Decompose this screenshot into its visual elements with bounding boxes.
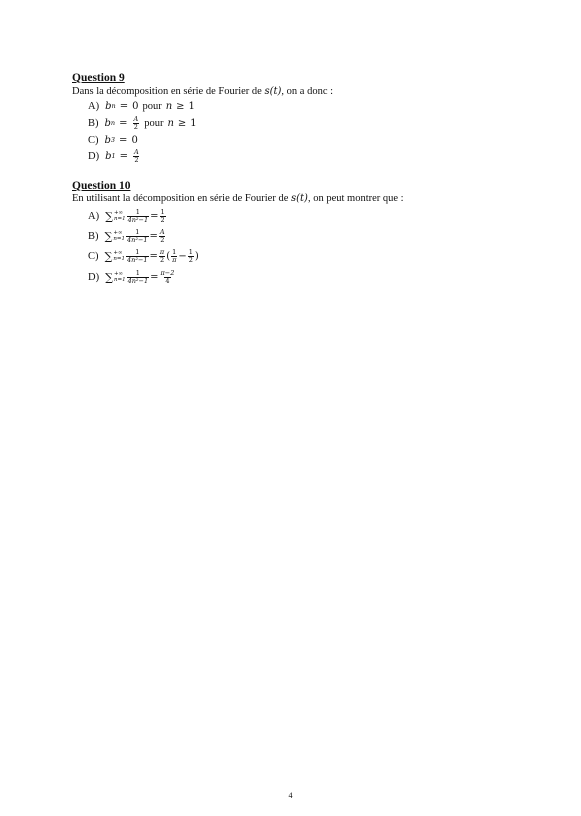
- fraction-den: 2: [188, 255, 193, 264]
- sum-symbol: [105, 210, 126, 223]
- fraction: [188, 249, 194, 264]
- sum-lower: n=1: [113, 216, 126, 222]
- fraction: [127, 209, 150, 224]
- sum-upper: +∞: [113, 230, 123, 236]
- fraction: [126, 229, 149, 244]
- q10-option-b[interactable]: [88, 227, 167, 245]
- q10-option-c-letter: C): [88, 250, 99, 262]
- fraction: [159, 229, 166, 244]
- fraction: [160, 270, 176, 285]
- math-paren: ): [194, 250, 199, 262]
- q9-option-c-math: [105, 135, 138, 146]
- math-b: b: [105, 150, 112, 162]
- q9-option-d-math: [105, 149, 141, 164]
- sum-lower: n=1: [113, 256, 126, 262]
- q9-option-a-letter: A): [88, 100, 100, 112]
- sigma: ∑: [104, 249, 113, 263]
- fraction: [126, 249, 149, 264]
- math-n: n: [165, 100, 173, 112]
- math-b: b: [105, 100, 112, 112]
- question-9-intro-text: Dans la décomposition en série de Fourier de: [72, 86, 265, 97]
- fraction: [132, 116, 139, 131]
- q9-option-b[interactable]: [88, 114, 197, 132]
- math-b: b: [104, 117, 111, 129]
- fraction: [171, 249, 177, 264]
- fraction-den: 2: [134, 155, 139, 164]
- sigma: ∑: [105, 270, 113, 284]
- sum-symbol: [105, 230, 126, 243]
- q9-option-d-letter: D): [88, 150, 100, 162]
- word-pour: pour: [144, 117, 164, 129]
- math-n: n: [167, 117, 174, 129]
- math-num: 1: [188, 100, 195, 112]
- q10-option-d-letter: D): [88, 271, 100, 283]
- fraction-den: 4n²−1: [127, 235, 148, 244]
- q9-option-a-math: [105, 101, 138, 112]
- page-number: 4: [288, 791, 293, 800]
- q9-option-b-math: [105, 116, 141, 131]
- fraction-num: 1: [135, 268, 140, 277]
- math-eq: =: [149, 250, 158, 262]
- math-eq: =: [119, 100, 129, 112]
- question-9-intro-end: , on a donc :: [281, 86, 334, 97]
- math-num: 1: [190, 117, 197, 129]
- math-b: b: [104, 134, 111, 146]
- math-eq: =: [119, 134, 128, 146]
- sum-upper: +∞: [113, 210, 124, 216]
- fraction-den: 2: [133, 122, 138, 131]
- fraction-den: π: [172, 255, 177, 264]
- sum-lower: n=1: [113, 236, 126, 242]
- math-sub: 1: [111, 152, 116, 160]
- fraction-num: 1: [135, 247, 140, 256]
- question-10-intro-end: , on peut montrer que :: [307, 193, 404, 204]
- fraction: [127, 270, 150, 285]
- sum-lower: n=1: [113, 277, 126, 283]
- math-sub: 3: [110, 136, 116, 144]
- math-eq: =: [119, 117, 128, 129]
- question-9-intro: [72, 86, 333, 97]
- question-10-intro: [72, 193, 404, 204]
- fraction-den: 4n²−1: [127, 215, 149, 224]
- math-eq: =: [119, 150, 129, 162]
- fraction-num: 1: [160, 207, 165, 216]
- question-10-intro-text: En utilisant la décomposition en série de Fourier de: [72, 193, 291, 204]
- fraction: [133, 149, 140, 164]
- fraction-num: A: [134, 147, 139, 156]
- q10-option-a-letter: A): [88, 210, 100, 222]
- q10-option-c-math: [105, 249, 199, 264]
- fraction-num: 1: [135, 227, 140, 236]
- word-pour: pour: [142, 100, 162, 112]
- math-sub: n: [110, 119, 116, 127]
- fraction-num: A: [133, 114, 139, 123]
- fraction-den: 2: [159, 255, 165, 264]
- q10-option-a[interactable]: [88, 207, 167, 225]
- math-geq: ≥: [176, 100, 185, 112]
- q10-option-d-math: [105, 270, 176, 285]
- q9-option-b-letter: B): [88, 117, 99, 129]
- fraction-den: 4n²−1: [127, 255, 148, 264]
- sum-upper: +∞: [113, 250, 123, 256]
- fraction-num: 1: [135, 207, 140, 216]
- question-10-intro-math: s(t): [291, 193, 308, 204]
- q10-option-c[interactable]: [88, 247, 199, 265]
- sum-symbol: [105, 250, 126, 263]
- math-eq: =: [150, 210, 159, 222]
- math-num: 0: [132, 100, 139, 112]
- sum-symbol: [105, 271, 126, 284]
- fraction: [159, 249, 165, 264]
- q9-option-d[interactable]: [88, 147, 141, 165]
- fraction-num: A: [159, 227, 165, 236]
- question-9-intro-math: s(t): [264, 86, 282, 97]
- math-eq: =: [149, 230, 158, 242]
- sum-upper: +∞: [113, 271, 124, 277]
- q9-option-a-cond: [166, 101, 195, 112]
- q10-option-b-letter: B): [88, 230, 99, 242]
- fraction-den: 4: [165, 276, 170, 285]
- q9-option-a[interactable]: [88, 97, 195, 115]
- fraction-num: 1: [172, 247, 177, 256]
- fraction-num: π−2: [160, 268, 175, 277]
- math-eq: =: [150, 271, 159, 283]
- fraction-num: π: [159, 247, 165, 256]
- q10-option-b-math: [105, 229, 167, 244]
- fraction: [160, 209, 166, 224]
- q10-option-a-math: [105, 209, 167, 224]
- fraction-num: 1: [188, 247, 193, 256]
- fraction-den: 2: [160, 235, 165, 244]
- math-geq: ≥: [177, 117, 187, 129]
- question-9-title: Question 9: [72, 72, 125, 84]
- sigma: ∑: [105, 209, 113, 223]
- math-minus: −: [178, 250, 187, 262]
- q10-option-d[interactable]: [88, 268, 176, 286]
- math-paren: (: [166, 250, 171, 262]
- sigma: ∑: [104, 229, 113, 243]
- q9-option-c-letter: C): [88, 134, 99, 146]
- math-num: 0: [131, 134, 138, 146]
- question-10-title: Question 10: [72, 180, 131, 192]
- math-sub: n: [111, 102, 116, 110]
- fraction-den: 4n²−1: [127, 276, 149, 285]
- q9-option-b-cond: [167, 118, 196, 129]
- fraction-den: 2: [160, 215, 165, 224]
